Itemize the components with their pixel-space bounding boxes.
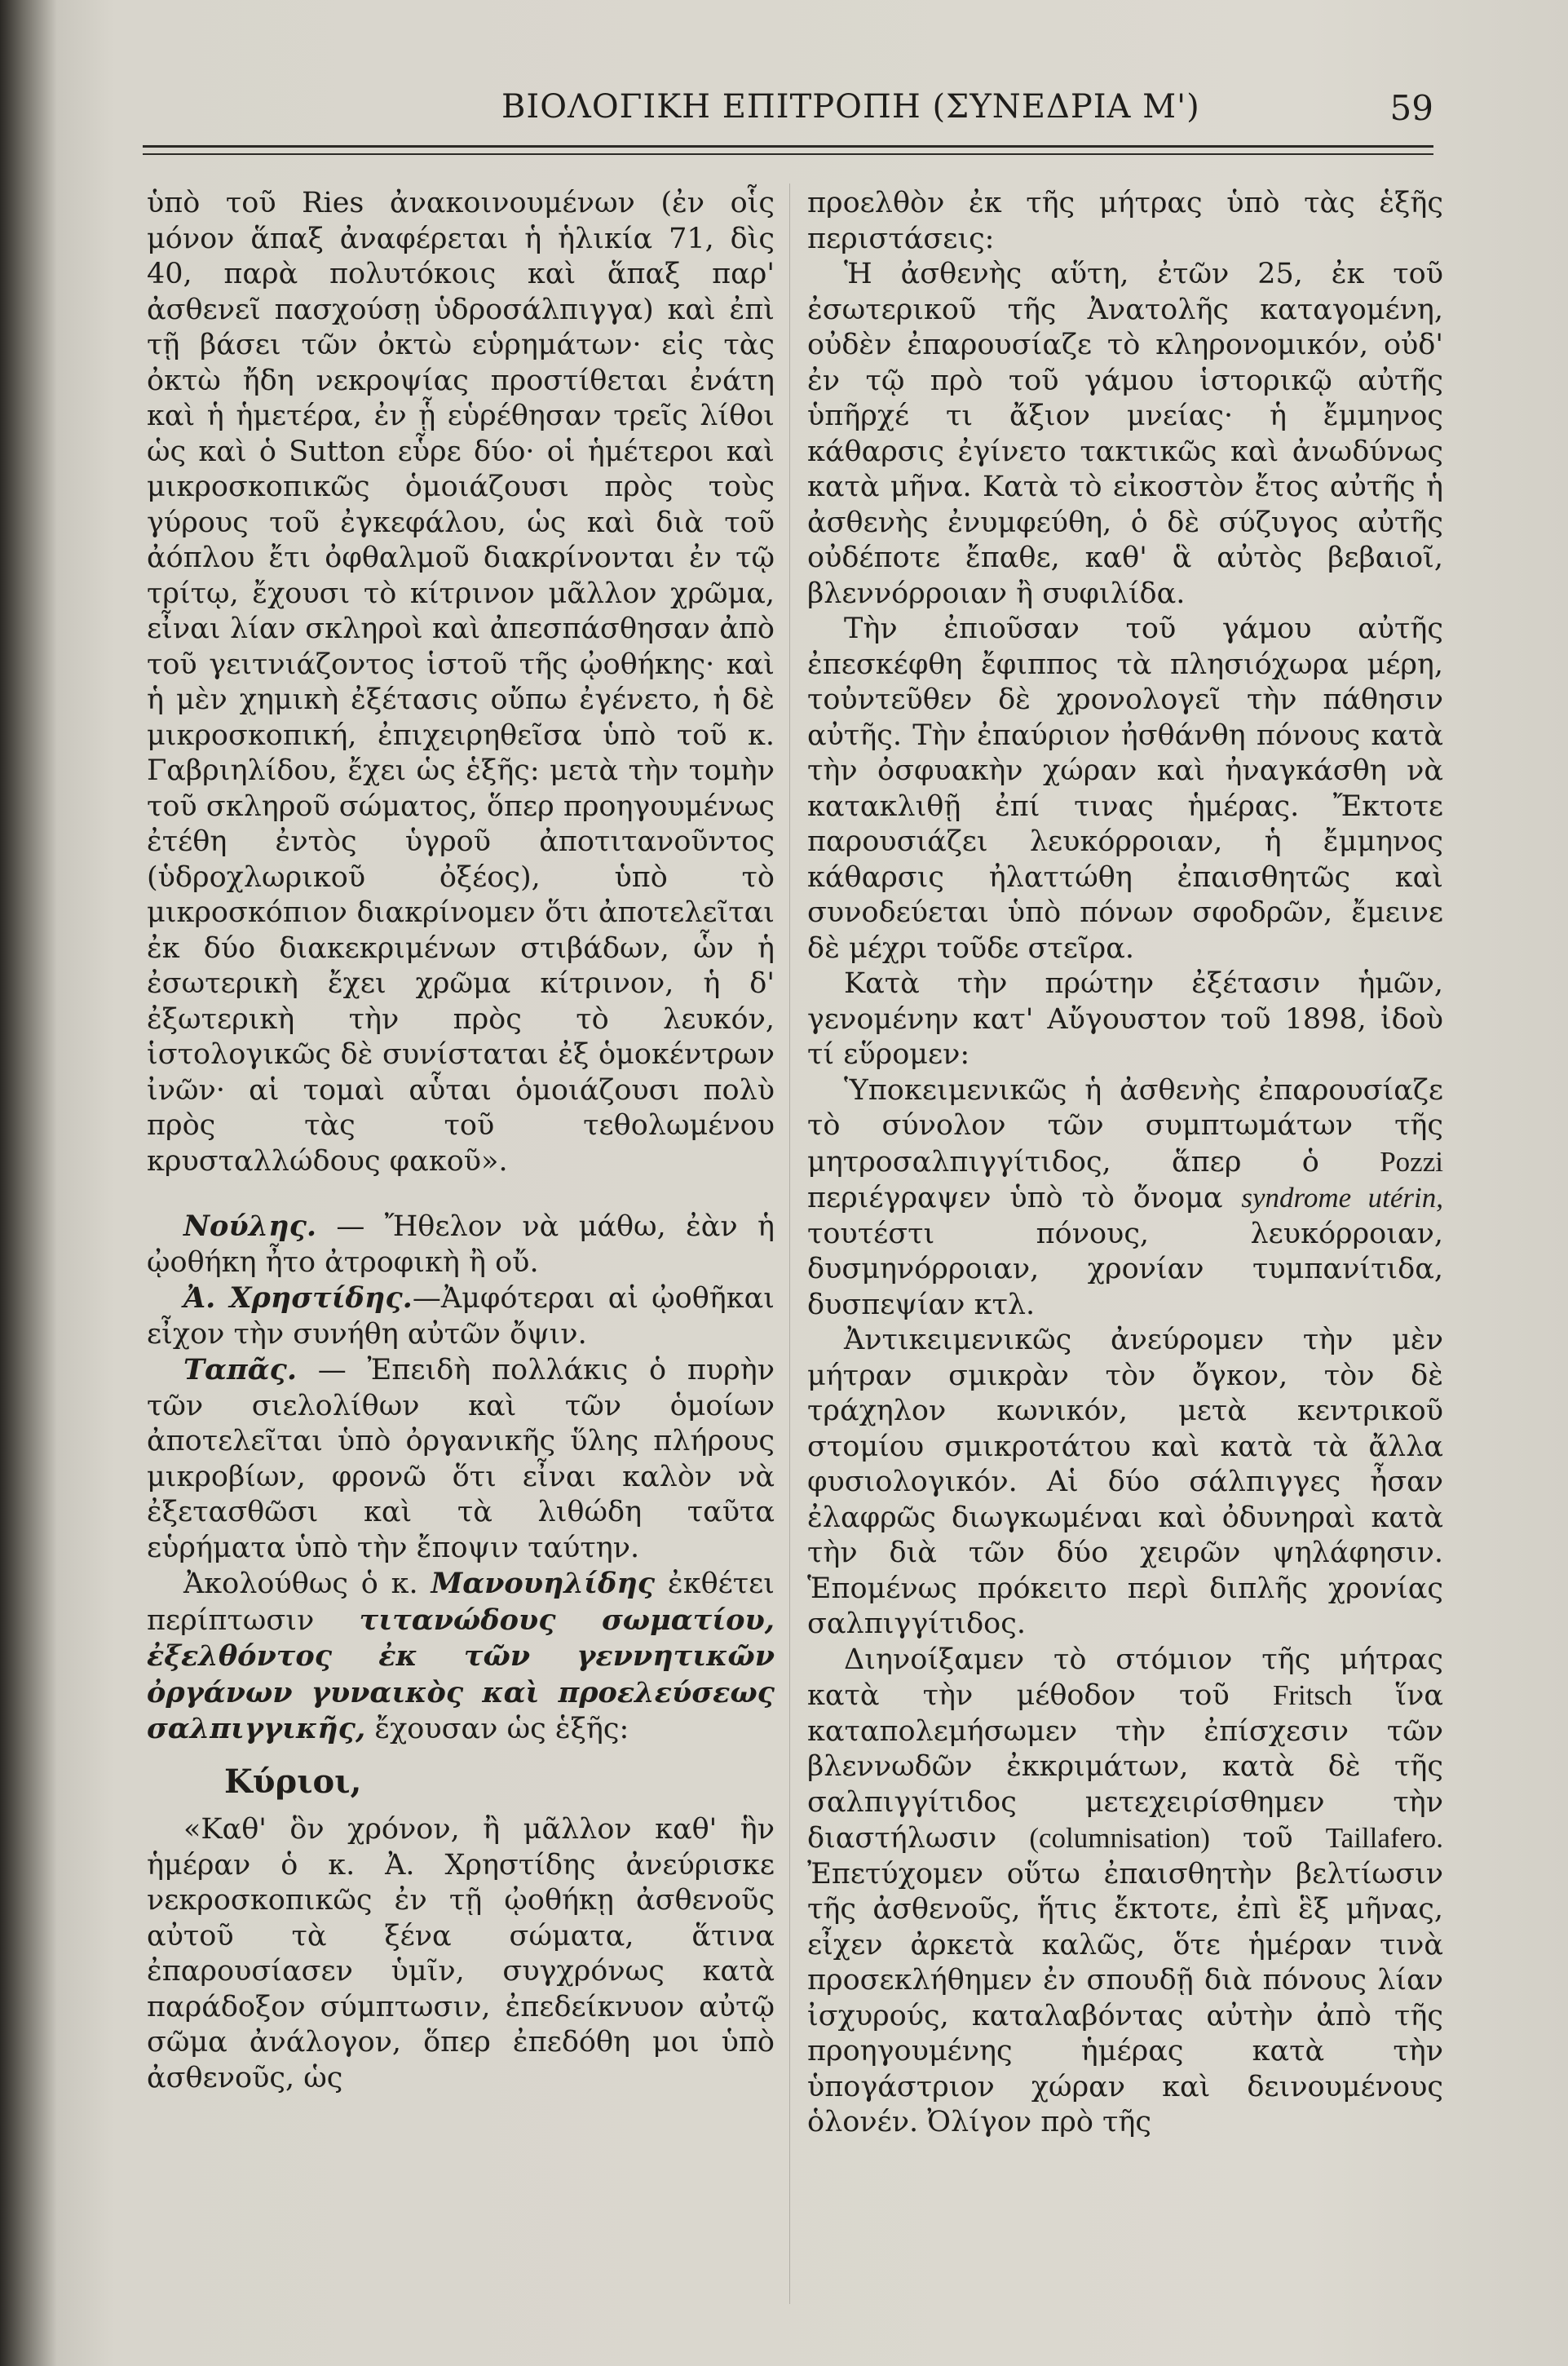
paragraph bbox=[807, 1073, 1443, 1324]
foreign-term: syndrome utérin, bbox=[1241, 1182, 1443, 1214]
page-header bbox=[143, 88, 1433, 137]
paragraph-text: τουτέστι πόνους, λευκόρροιαν, δυσμηνόρροιαν, χρονίαν τυμπανίτιδα, δυσπεψίαν κτλ. bbox=[807, 1217, 1443, 1321]
left-column bbox=[147, 186, 775, 2096]
paragraph bbox=[807, 186, 1443, 257]
header-rule-bottom bbox=[143, 153, 1433, 155]
paragraph-text: «Καθ' ὃν χρόνον, ἢ μᾶλλον καθ' ἣν ἡμέραν ὁ κ. Ἀ. Χρηστίδης ἀνεύρισκε νεκροσκοπικῶς ἐν τῇ ᾠοθήκῃ ἀσθενοῦς αὐτοῦ τὰ ξένα σώματα, ἅτινα ἐπαρουσίασεν ὑμῖν, συγχρόνως κατὰ παράδοξον σύμπτωσιν, ἐπεδείκνυον αὐτῷ σῶμα ἀνάλογον, ὅπερ ἐπεδόθη μοι ὑπὸ ἀσθενοῦς, ὡς bbox=[147, 1813, 775, 2094]
speech-paragraph bbox=[147, 1352, 775, 1566]
running-title: ΒΙΟΛΟΓΙΚΗ ΕΠΙΤΡΟΠΗ (ΣΥΝΕΔΡΙΑ Μ') bbox=[501, 88, 1200, 126]
speaker-name: Ἀ. Χρηστίδης. bbox=[183, 1281, 413, 1315]
intro-text: Ἀκολούθως ὁ κ. bbox=[183, 1568, 418, 1600]
paragraph-text: περιέγραψεν ὑπὸ τὸ ὄνομα bbox=[807, 1182, 1223, 1214]
column-gutter bbox=[789, 184, 790, 2304]
author-name: Taillafero. bbox=[1325, 1822, 1443, 1854]
paragraph-text: ὑπὸ τοῦ Ries ἀνακοινουμένων (ἐν οἷς μόνον ἅπαξ ἀναφέρεται ἡ ἡλικία 71, δὶς 40, παρὰ πολυτόκοις καὶ ἅπαξ παρ' ἀσθενεῖ πασχούσῃ ὑδροσάλπιγγα) καὶ ἐπὶ τῇ βάσει τῶν ὀκτὼ εὑρημάτων· εἰς τὰς ὀκτὼ ἤδη νεκροψίας προστίθεται ἐνάτη καὶ ἡ ἡμετέρα, ἐν ᾗ εὑρέθησαν τρεῖς λίθοι ὡς καὶ ὁ Sutton εὗρε δύο· οἱ ἡμέτεροι καὶ μικροσκοπικῶς ὁμοιάζουσι πρὸς τοὺς γύρους τοῦ ἐγκεφάλου, ὡς καὶ διὰ τοῦ ἀόπλου ἔτι ὀφθαλμοῦ διακρίνονται ἐν τῷ τρίτῳ, ἔχουσι τὸ κίτρινον μᾶλλον χρῶμα, εἶναι λίαν σκληροὶ καὶ ἀπεσπάσθησαν ἀπὸ τοῦ γειτνιάζοντος ἱστοῦ τῆς ᾠοθήκης· καὶ ἡ μὲν χημικὴ ἐξέτασις οὔπω ἐγένετο, ἡ δὲ μικροσκοπική, ἐπιχειρηθεῖσα ὑπὸ τοῦ κ. Γαβριηλίδου, ἔχει ὡς ἑξῆς: μετὰ τὴν τομὴν τοῦ σκληροῦ σώματος, ὅπερ προηγουμένως ἐτέθη ἐντὸς ὑγροῦ ἀποτιτανοῦντος (ὑδροχλωρικοῦ ὀξέος), ὑπὸ τὸ μικροσκόπιον διακρίνομεν ὅτι ἀποτελεῖται ἐκ δύο διακεκριμένων στιβάδων, ὧν ἡ ἐσωτερικὴ ἔχει χρῶμα κίτρινον, ἡ δ' ἐξωτερικὴ τὴν πρὸς τὸ λευκόν, ἱστολογικῶς δὲ συνίσταται ἐξ ὁμοκέντρων ἰνῶν· αἱ τομαὶ αὗται ὁμοιάζουσι πολὺ πρὸς τὰς τοῦ τεθολωμένου κρυσταλλώδους φακοῦ». bbox=[147, 187, 775, 1178]
intro-text: ἐκθέτει περίπτωσιν bbox=[147, 1568, 775, 1637]
header-rule-top bbox=[143, 145, 1433, 148]
paragraph-text: Τὴν ἐπιοῦσαν τοῦ γάμου αὐτῆς ἐπεσκέφθη ἔφιππος τὰ πλησιόχωρα μέρη, τοὐντεῦθεν δὲ χρονολογεῖ τὴν πάθησιν αὐτῆς. Τὴν ἐπαύριον ἠσθάνθη πόνους κατὰ τὴν ὀσφυακὴν χώραν καὶ ἠναγκάσθη νὰ κατακλιθῇ ἐπί τινας ἡμέρας. Ἔκτοτε παρουσιάζει λευκόρροιαν, ἡ ἔμμηνος κάθαρσις ἠλαττώθη ἐπαισθητῶς καὶ συνοδεύεται ὑπὸ πόνων σφοδρῶν, ἔμεινε δὲ μέχρι τοῦδε στεῖρα. bbox=[807, 613, 1443, 965]
paragraph-text: τοῦ bbox=[1242, 1822, 1293, 1855]
foreign-term: (columnisation) bbox=[1029, 1822, 1210, 1854]
intro-paragraph bbox=[147, 1566, 775, 1748]
paragraph-text: Ἡ ἀσθενὴς αὕτη, ἐτῶν 25, ἐκ τοῦ ἐσωτερικοῦ τῆς Ἀνατολῆς καταγομένη, οὐδὲν ἐπαρουσίαζε τὸ κληρονομικόν, οὐδ' ἐν τῷ πρὸ τοῦ γάμου ἱστορικῷ αὐτῆς ὑπῆρχέ τι ἄξιον μνείας· ἡ ἔμμηνος κάθαρσις ἐγίνετο τακτικῶς καὶ ἀνωδύνως κατὰ μῆνα. Κατὰ τὸ εἰκοστὸν ἔτος αὐτῆς ἡ ἀσθενὴς ἐνυμφεύθη, ὁ δὲ σύζυγος αὐτῆς οὐδέποτε ἔπαθε, καθ' ἃ αὐτὸς βεβαιοῖ, βλεννόρροιαν ἢ συφιλίδα. bbox=[807, 258, 1443, 610]
speech-paragraph bbox=[147, 1209, 775, 1280]
speaker-name: Νούλης. bbox=[183, 1210, 317, 1243]
speech-text: — Ἐπειδὴ πολλάκις ὁ πυρὴν τῶν σιελολίθων καὶ τῶν ὁμοίων ἀποτελεῖται ὑπὸ ὀργανικῆς ὕλης πλήρους μικροβίων, φρονῶ ὅτι εἶναι καλὸν νὰ ἐξετασθῶσι καὶ τὰ λιθώδη ταῦτα εὑρήματα ὑπὸ τὴν ἔποψιν ταύτην. bbox=[147, 1354, 775, 1564]
author-name: Fritsch bbox=[1272, 1679, 1353, 1711]
paragraph bbox=[807, 257, 1443, 612]
speech-text: — Ἤθελον νὰ μάθω, ἐὰν ἡ ᾠοθήκη ἦτο ἀτροφικὴ ἢ οὔ. bbox=[147, 1210, 775, 1279]
speech-text: —Ἀμφότεραι αἱ ᾠοθῆκαι εἶχον τὴν συνήθη αὐτῶν ὄψιν. bbox=[147, 1282, 775, 1351]
communication-title: τιτανώδους σωματίου, ἐξελθόντος ἐκ τῶν γεννητικῶν ὀργάνων γυναικὸς καὶ προελεύσεως σαλπιγγικῆς, bbox=[147, 1603, 775, 1745]
paragraph bbox=[807, 1323, 1443, 1643]
right-column bbox=[807, 186, 1443, 2141]
paragraph-text: ἵνα καταπολεμήσωμεν τὴν ἐπίσχεσιν τῶν βλεννωδῶν ἐκκριμάτων, κατὰ δὲ τῆς σαλπιγγίτιδος μετεχειρίσθημεν τὴν διαστήλωσιν bbox=[807, 1679, 1443, 1855]
page-number: 59 bbox=[1389, 88, 1433, 128]
speech-paragraph bbox=[147, 1280, 775, 1352]
intro-text: ἔχουσαν ὡς ἑξῆς: bbox=[374, 1713, 629, 1745]
speaker-name: Μανουηλίδης bbox=[431, 1567, 656, 1600]
paragraph bbox=[807, 612, 1443, 966]
speaker-name: Ταπᾶς. bbox=[183, 1353, 298, 1386]
paragraph-text: Ἐπετύχομεν οὕτω ἐπαισθητὴν βελτίωσιν τῆς ἀσθενοῦς, ἥτις ἔκτοτε, ἐπὶ ἓξ μῆνας, εἶχεν ἀρκετὰ καλῶς, ὅτε ἡμέραν τινὰ προσεκλήθημεν ἐν σπουδῇ διὰ πόνους λίαν ἰσχυρούς, καταλαβόντας αὐτὴν ἀπὸ τῆς προηγουμένης ἡμέρας κατὰ τὴν ὑπογάστριον χώραν καὶ δεινουμένους ὁλονέν. Ὀλίγον πρὸ τῆς bbox=[807, 1857, 1443, 2138]
paragraph-text: προελθὸν ἐκ τῆς μήτρας ὑπὸ τὰς ἑξῆς περιστάσεις: bbox=[807, 187, 1443, 255]
paragraph bbox=[807, 966, 1443, 1073]
salutation: Κύριοι, bbox=[224, 1762, 362, 1801]
paragraph bbox=[147, 186, 775, 1179]
paragraph bbox=[147, 1812, 775, 2096]
author-name: Pozzi bbox=[1380, 1145, 1443, 1178]
paragraph-text: Ὑποκειμενικῶς ἡ ἀσθενὴς ἐπαρουσίαζε τὸ σύνολον τῶν συμπτωμάτων τῆς μητροσαλπιγγίτιδος, ἅπερ ὁ bbox=[807, 1073, 1443, 1179]
paragraph-text: Ἀντικειμενικῶς ἀνεύρομεν τὴν μὲν μήτραν σμικρὰν τὸν ὄγκον, τὸν δὲ τράχηλον κωνικόν, μετὰ κεντρικοῦ στομίου σμικροτάτου καὶ κατὰ τὰ ἄλλα φυσιολογικόν. Αἱ δύο σάλπιγγες ἦσαν ἐλαφρῶς διωγκωμέναι καὶ ὀδυνηραὶ κατὰ τὴν διὰ τῶν δύο χειρῶν ψηλάφησιν. Ἑπομένως πρόκειτο περὶ διπλῆς χρονίας σαλπιγγίτιδος. bbox=[807, 1324, 1443, 1640]
paragraph bbox=[807, 1643, 1443, 2141]
paragraph-text: Διηνοίξαμεν τὸ στόμιον τῆς μήτρας κατὰ τὴν μέθοδον τοῦ bbox=[807, 1643, 1443, 1712]
paragraph-text: Κατὰ τὴν πρώτην ἐξέτασιν ἡμῶν, γενομένην κατ' Αὔγουστον τοῦ 1898, ἰδοὺ τί εὕρομεν: bbox=[807, 967, 1443, 1071]
